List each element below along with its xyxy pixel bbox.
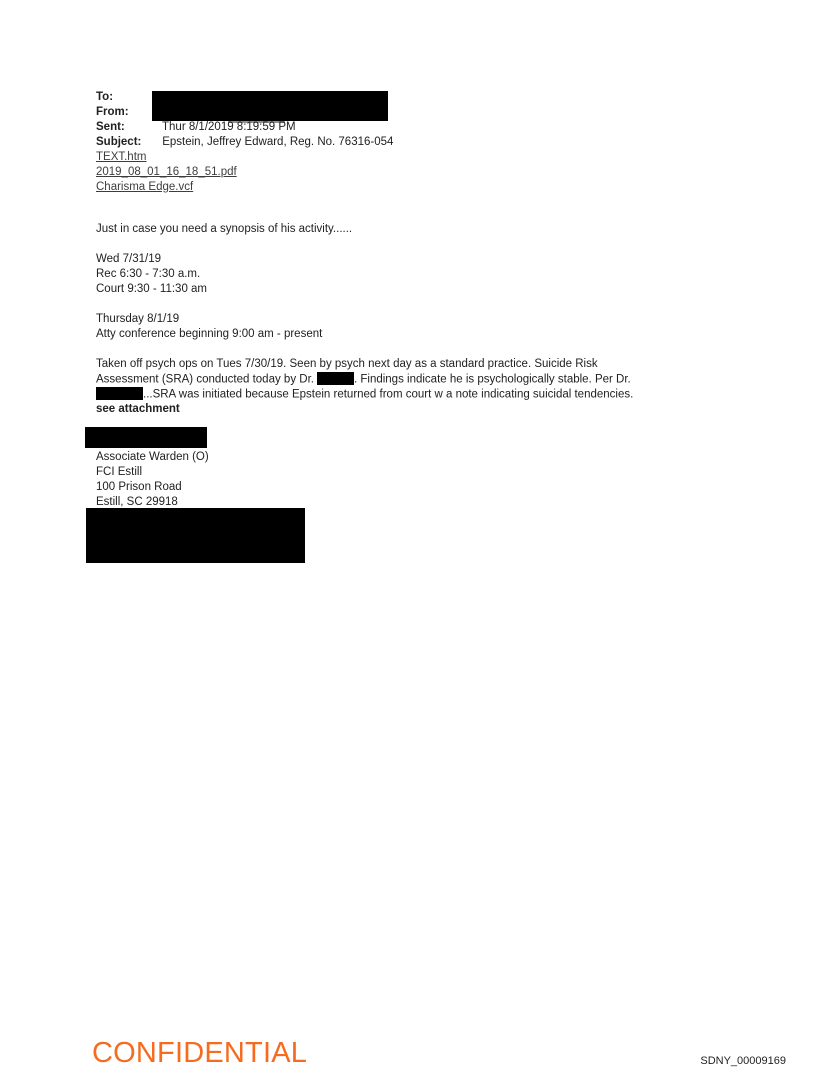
signature-title: Associate Warden (O)	[96, 451, 209, 463]
attachment-link-pdf[interactable]: 2019_08_01_16_18_51.pdf	[96, 166, 237, 178]
note-line-3-text-after: ...SRA was initiated because Epstein returned from court w a note indicating suicidal tendencies.	[143, 388, 634, 401]
note-line-2-text-after: . Findings indicate he is psychologically stable. Per Dr.	[353, 373, 631, 386]
redaction-inline-doctor-name-2	[96, 387, 143, 400]
sent-label: Sent:	[96, 121, 125, 133]
see-attachment-note: see attachment	[96, 403, 180, 415]
schedule-day2-header: Thursday 8/1/19	[96, 313, 180, 325]
subject-value: Epstein, Jeffrey Edward, Reg. No. 76316-054	[162, 136, 394, 148]
blank-line	[96, 237, 756, 252]
attachment-link-text-htm[interactable]: TEXT.htm	[96, 151, 147, 163]
note-line-1: Taken off psych ops on Tues 7/30/19. Seen by psych next day as a standard practice. Suicide Risk	[96, 358, 598, 370]
spacer	[96, 417, 756, 450]
header-field-sent	[96, 120, 756, 135]
subject-label: Subject:	[96, 136, 142, 148]
schedule-day1-header: Wed 7/31/19	[96, 253, 162, 265]
bates-number: SDNY_00009169	[700, 1055, 786, 1067]
to-label: To:	[96, 91, 114, 103]
header-field-to	[96, 90, 756, 105]
redaction-inline-doctor-name-1	[317, 372, 354, 385]
blank-line	[96, 342, 756, 357]
blank-line	[96, 297, 756, 312]
signature-address-1: 100 Prison Road	[96, 481, 182, 493]
redaction-box-signature-contact	[86, 508, 305, 563]
header-field-from	[96, 105, 756, 120]
schedule-day2-atty: Atty conference beginning 9:00 am - present	[96, 328, 323, 340]
note-line-3	[96, 387, 756, 402]
header-field-subject	[96, 135, 756, 150]
confidential-stamp: CONFIDENTIAL	[92, 1037, 308, 1069]
sent-value: Thur 8/1/2019 8:19:59 PM	[162, 121, 296, 133]
note-line-2	[96, 372, 756, 387]
signature-address-2: Estill, SC 29918	[96, 496, 178, 508]
spacer	[96, 195, 756, 222]
from-label: From:	[96, 106, 129, 118]
signature-org: FCI Estill	[96, 466, 142, 478]
email-content	[96, 90, 756, 510]
schedule-day1-rec: Rec 6:30 - 7:30 a.m.	[96, 268, 201, 280]
note-line-2-text-before: Assessment (SRA) conducted today by Dr.	[96, 373, 314, 386]
attachment-link-vcf[interactable]: Charisma Edge.vcf	[96, 181, 194, 193]
schedule-day1-court: Court 9:30 - 11:30 am	[96, 283, 208, 295]
body-intro-line: Just in case you need a synopsis of his activity......	[96, 223, 353, 235]
